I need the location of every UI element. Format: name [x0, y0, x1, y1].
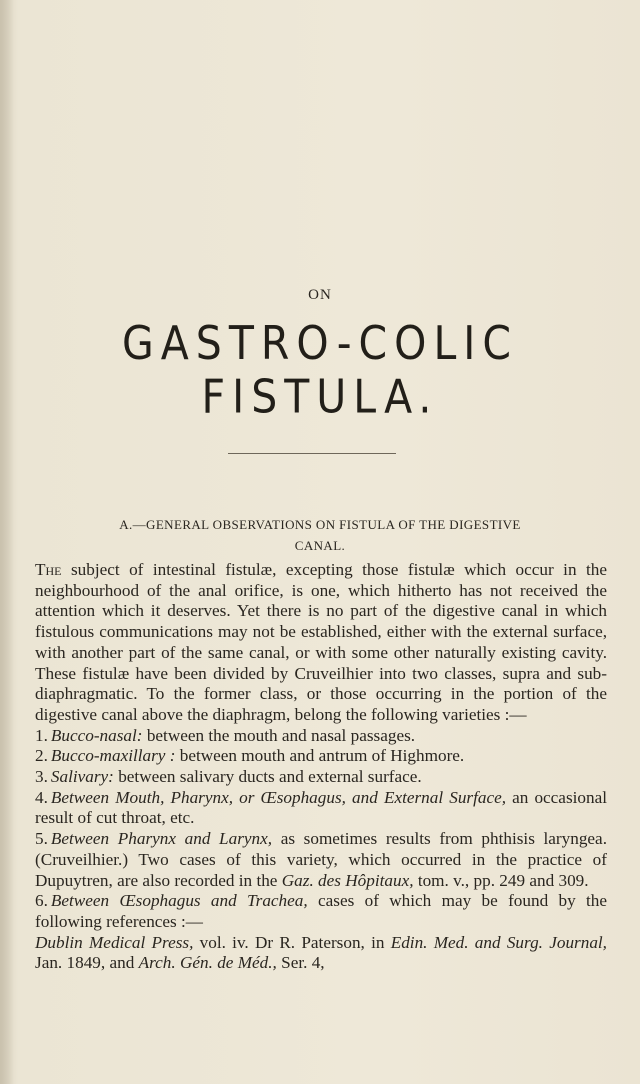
list-item: 5. Between Pharynx and Larynx, as sometimes results from phthisis laryngea. (Cruveilhier.) Two cases of this variety, which occurred in the practice of Dupuytren, are also recorded in the Gaz. des Hôpitaux, tom. v., pp. 249 and 309.: [35, 829, 607, 890]
title-divider: [228, 453, 396, 454]
section-heading-line-2: CANAL.: [294, 538, 346, 553]
pre-title: ON: [308, 287, 332, 303]
list-item: 2. Bucco-maxillary : between mouth and antrum of Highmore.: [35, 746, 465, 766]
list-item-term: Between Mouth, Pharynx, or Œsophagus, and External Surface,: [50, 787, 507, 807]
references-paragraph: Dublin Medical Press, vol. iv. Dr R. Paterson, in Edin. Med. and Surg. Journal, Jan. 1849, and Arch. Gén. de Méd., Ser. 4,: [35, 932, 607, 973]
list-item-term: Bucco-nasal:: [50, 725, 143, 745]
intro-first-word: The: [35, 560, 62, 579]
list-item-term: Salivary:: [50, 767, 114, 787]
journal-citation: Gaz. des Hôpitaux,: [281, 870, 414, 890]
section-heading-line-1: A.—GENERAL OBSERVATIONS ON FISTULA OF THE DIGESTIVE: [119, 517, 521, 532]
journal-citation: Dublin Medical Press,: [35, 932, 194, 952]
list-item: 6. Between Œsophagus and Trachea, cases of which may be found by the following references :—: [35, 891, 608, 931]
list-item: 4. Between Mouth, Pharynx, or Œsophagus, and External Surface, an occasional result of cut throat, etc.: [35, 787, 607, 828]
body-text: [35, 560, 607, 974]
list-item: 3. Salivary: between salivary ducts and external surface.: [35, 767, 422, 787]
page-title: GASTRO-COLIC FISTULA.: [121, 316, 519, 424]
list-item: 1. Bucco-nasal: between the mouth and nasal passages.: [35, 725, 416, 745]
section-heading: [50, 514, 590, 556]
list-item-term: Bucco-maxillary :: [50, 746, 176, 766]
journal-citation: Edin. Med. and Surg. Journal,: [390, 932, 607, 952]
intro-paragraph: [35, 560, 607, 726]
list-item-term: Between Œsophagus and Trachea,: [50, 891, 308, 911]
intro-text: subject of intestinal fistulæ, excepting those fistulæ which occur in the neighbourhood of the anal orifice, is one, which hitherto has not received the attention which it deserves. Yet there is no part of the digestive canal in which fistulous communications may not be established, either with the external surface, with another part of the same canal, or with some other naturally existing cavity. These fistulæ have been divided by Cruveilhier into two classes, supra and sub-diaphragmatic. To the former class, or those occurring in the portion of the digestive canal above the diaphragm, belong the following varieties :—: [35, 560, 607, 724]
list-item-term: Between Pharynx and Larynx,: [50, 829, 273, 849]
journal-citation: Arch. Gén. de Méd.,: [138, 953, 277, 973]
page-gutter-shadow: [0, 0, 14, 1084]
